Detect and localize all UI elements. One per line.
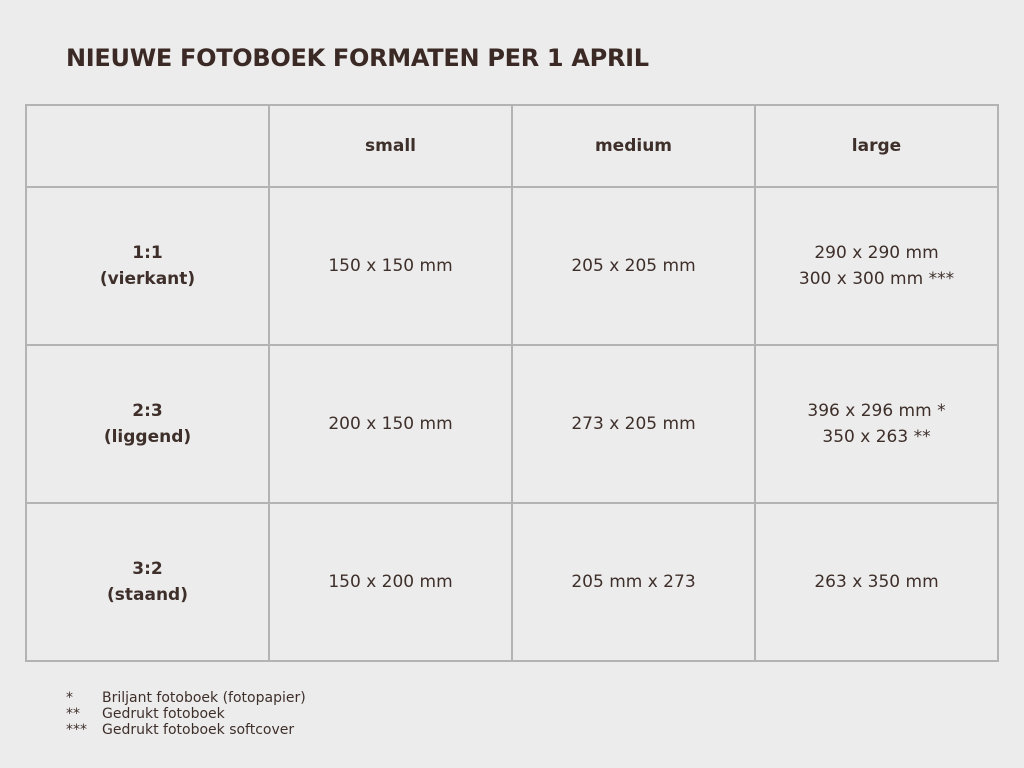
footnote-item [66,722,306,738]
footnote-item [66,706,306,722]
row-label-portrait [26,503,269,661]
size-value: 350 x 263 ** [822,426,931,447]
footnotes [66,690,306,738]
size-value: 150 x 200 mm [328,571,453,592]
orientation-label: (liggend) [103,426,192,447]
header-empty-cell [26,105,269,187]
size-value: 200 x 150 mm [328,413,453,434]
cell-portrait-small [269,503,512,661]
ratio-label: 3:2 [132,558,163,579]
cell-landscape-small [269,345,512,503]
footnote-mark: * [66,690,73,706]
footnote-item [66,690,306,706]
cell-portrait-large [755,503,998,661]
size-value: 205 mm x 273 [571,571,696,592]
page-title: NIEUWE FOTOBOEK FORMATEN PER 1 APRIL [66,44,649,72]
table-row [26,503,998,661]
cell-square-large [755,187,998,345]
table-header-row [26,105,998,187]
ratio-label: 2:3 [132,400,163,421]
footnote-mark: ** [66,706,80,722]
size-value: 290 x 290 mm [814,242,939,263]
footnote-text: Gedrukt fotoboek [102,706,225,722]
cell-square-small [269,187,512,345]
row-label-square [26,187,269,345]
cell-square-medium [512,187,755,345]
size-value: 150 x 150 mm [328,255,453,276]
cell-portrait-medium [512,503,755,661]
table-row [26,187,998,345]
formats-table [25,104,999,662]
orientation-label: (staand) [107,584,188,605]
header-small: small [269,105,512,187]
header-large: large [755,105,998,187]
size-value: 205 x 205 mm [571,255,696,276]
cell-landscape-medium [512,345,755,503]
footnote-text: Briljant fotoboek (fotopapier) [102,690,306,706]
footnote-text: Gedrukt fotoboek softcover [102,722,295,738]
size-value: 273 x 205 mm [571,413,696,434]
cell-landscape-large [755,345,998,503]
size-value: 263 x 350 mm [814,571,939,592]
table-row [26,345,998,503]
size-value: 300 x 300 mm *** [798,268,955,289]
orientation-label: (vierkant) [99,268,196,289]
header-medium: medium [512,105,755,187]
size-value: 396 x 296 mm * [807,400,946,421]
row-label-landscape [26,345,269,503]
ratio-label: 1:1 [132,242,163,263]
footnote-mark: *** [66,722,87,738]
